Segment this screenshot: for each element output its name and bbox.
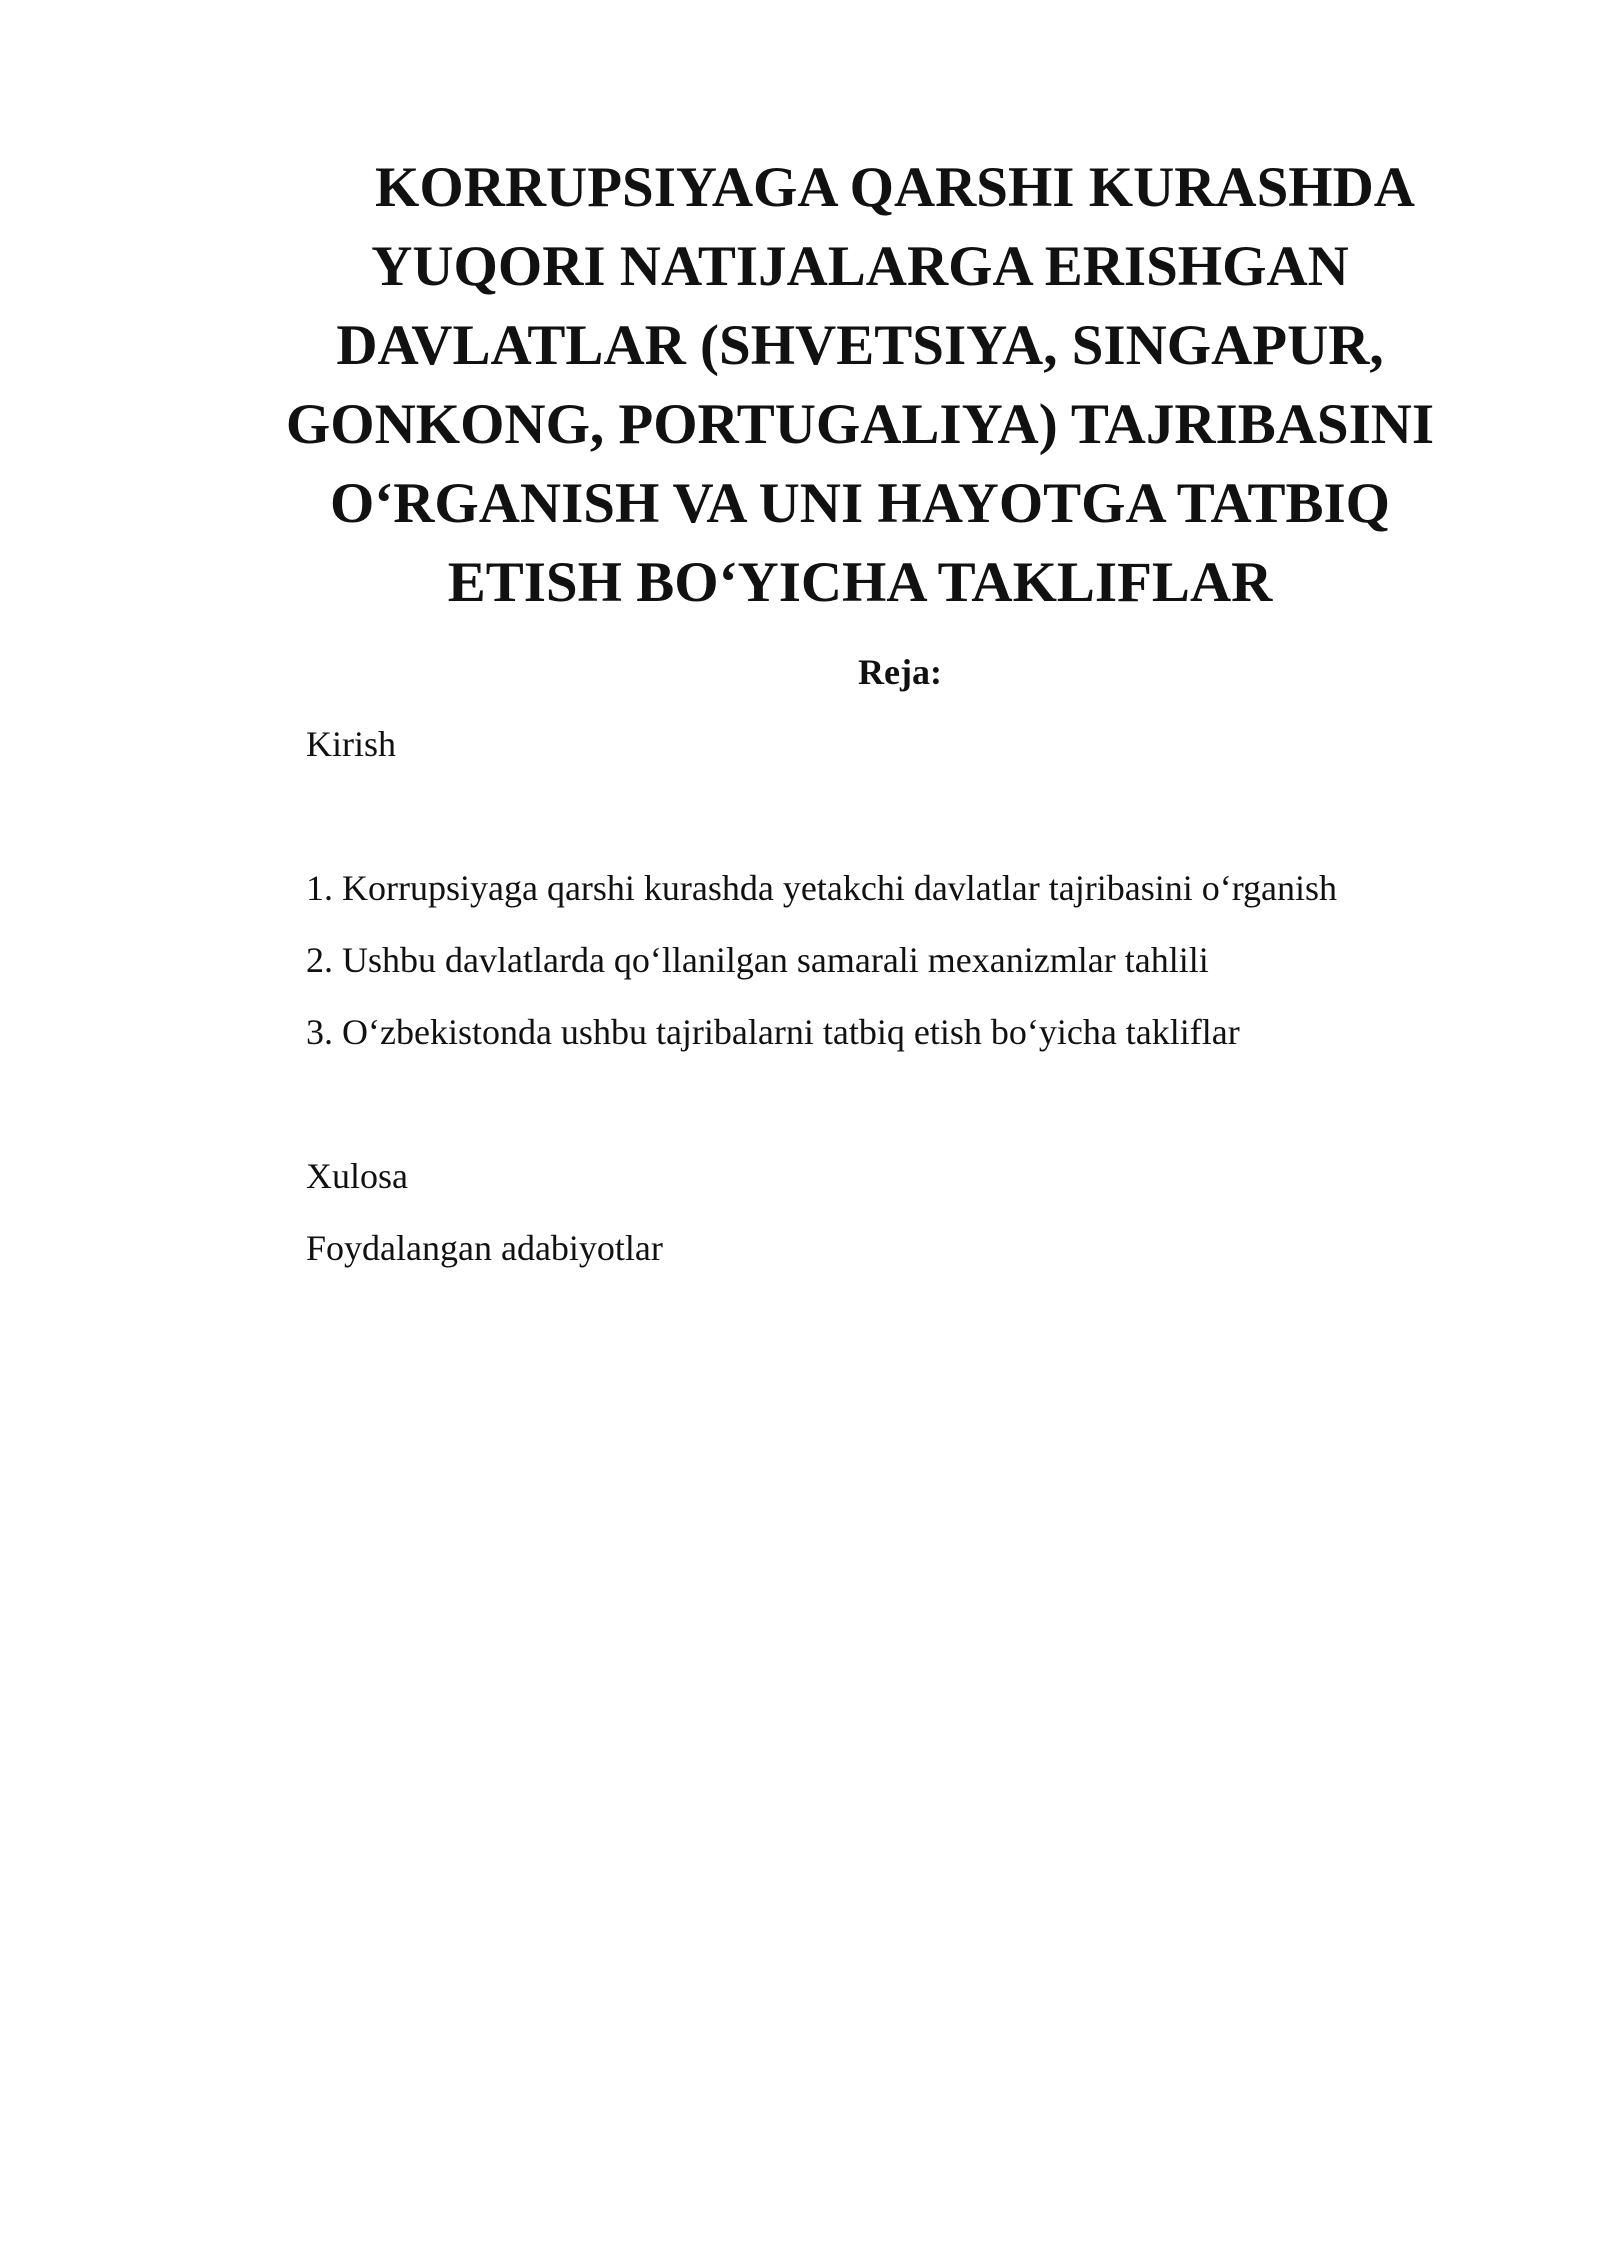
title-line: KORRUPSIYAGA QARSHI KURASHDA (375, 156, 1415, 219)
plan-item: 3. O‘zbekistonda ushbu tajribalarni tatbiq etish bo‘yicha takliflar (306, 1012, 1240, 1052)
plan-references: Foydalangan adabiyotlar (306, 1228, 663, 1268)
plan-heading: Reja: (858, 652, 942, 692)
title-line: ETISH BO‘YICHA TAKLIFLAR (447, 551, 1273, 614)
title-line: DAVLATLAR (SHVETSIYA, SINGAPUR, (336, 314, 1384, 377)
plan-conclusion: Xulosa (306, 1156, 408, 1196)
plan-item: 2. Ushbu davlatlarda qo‘llanilgan samarali mexanizmlar tahlili (306, 940, 1209, 980)
title-line: GONKONG, PORTUGALIYA) TAJRIBASINI (285, 393, 1435, 456)
document-title (240, 148, 1480, 622)
title-line: O‘RGANISH VA UNI HAYOTGA TATBIQ (329, 472, 1391, 535)
title-line: YUQORI NATIJALARGA ERISHGAN (371, 235, 1349, 298)
plan-item: 1. Korrupsiyaga qarshi kurashda yetakchi davlatlar tajribasini o‘rganish (306, 868, 1338, 908)
plan-intro: Kirish (306, 724, 396, 764)
